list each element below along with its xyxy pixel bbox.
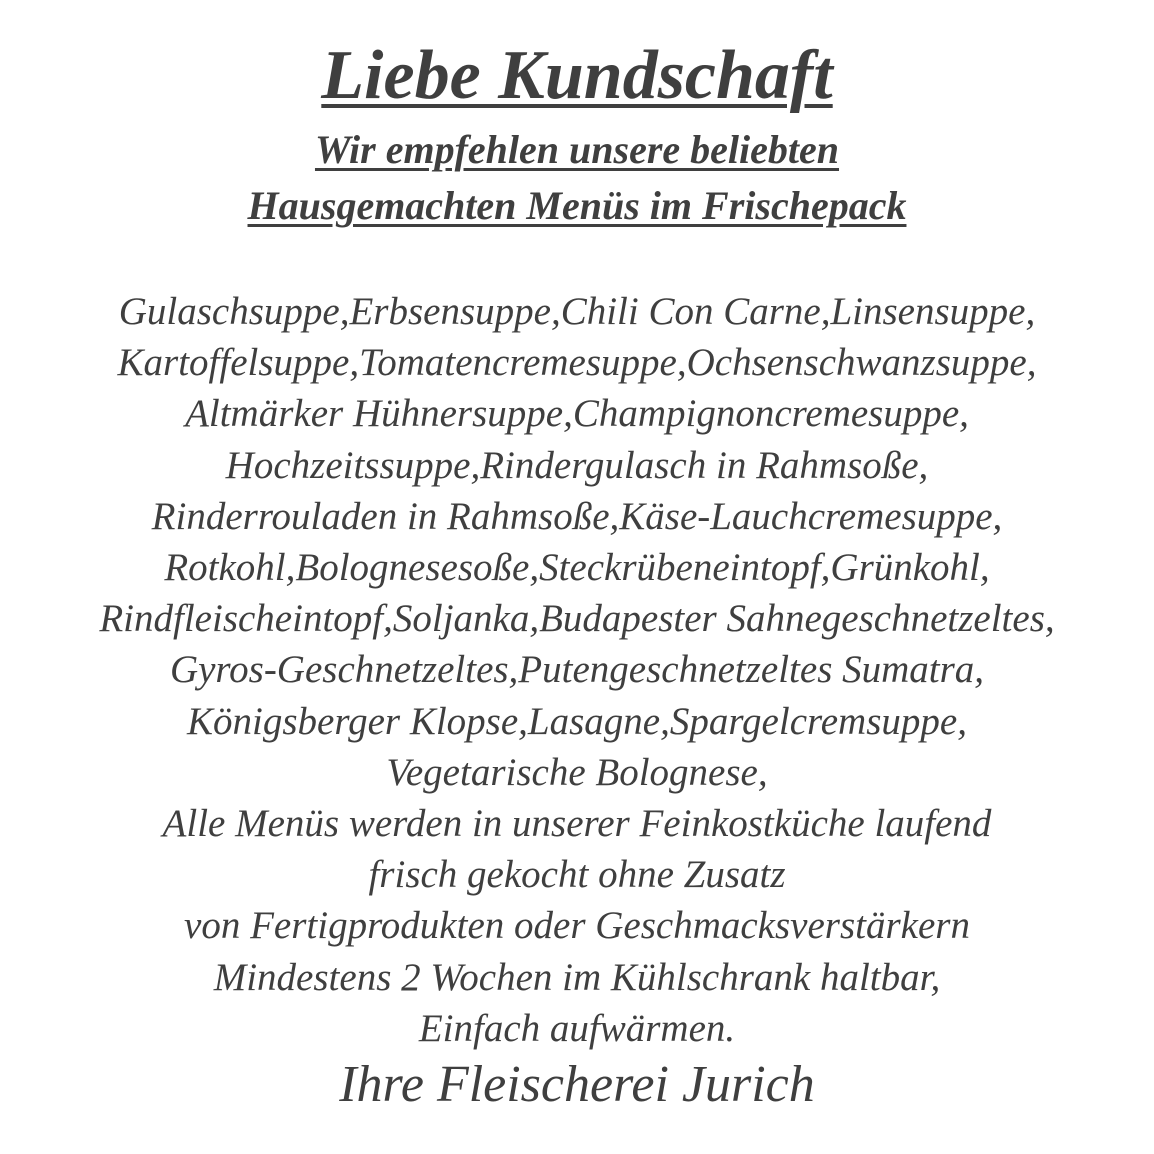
body-line: Kartoffelsuppe,Tomatencremesuppe,Ochsenschwanzsuppe,: [117, 341, 1037, 385]
body-line: frisch gekocht ohne Zusatz: [368, 853, 786, 897]
subtitle-line-1: Wir empfehlen unsere beliebten: [314, 127, 840, 172]
body-line: Mindestens 2 Wochen im Kühlschrank haltbar,: [213, 955, 941, 999]
subtitle-line-2: Hausgemachten Menüs im Frischepack: [247, 183, 907, 228]
body-line: von Fertigprodukten oder Geschmacksverstärkern: [184, 904, 970, 948]
body-line: Königsberger Klopse,Lasagne,Spargelcremsuppe,: [187, 699, 967, 743]
notice-title: Liebe Kundschaft: [321, 37, 833, 114]
body-line: Altmärker Hühnersuppe,Champignoncremesuppe,: [185, 392, 969, 436]
signature: Ihre Fleischerei Jurich: [339, 1056, 815, 1113]
body-line: Vegetarische Bolognese,: [386, 750, 768, 794]
body-line: Gyros-Geschnetzeltes,Putengeschnetzeltes Sumatra,: [169, 648, 985, 692]
menu-list: [0, 286, 1154, 1054]
body-line: Gulaschsuppe,Erbsensuppe,Chili Con Carne,Linsensuppe,: [118, 290, 1036, 333]
body-line: Rotkohl,Bolognesesoße,Steckrübeneintopf,Grünkohl,: [164, 546, 990, 590]
body-line: Rinderrouladen in Rahmsoße,Käse-Lauchcremesuppe,: [151, 494, 1003, 538]
body-line: Alle Menüs werden in unserer Feinkostküche laufend: [162, 802, 992, 846]
body-line: Einfach aufwärmen.: [418, 1006, 736, 1050]
body-line: Hochzeitssuppe,Rindergulasch in Rahmsoße,: [225, 443, 929, 487]
body-line: Rindfleischeintopf,Soljanka,Budapester Sahnegeschnetzeltes,: [99, 597, 1055, 641]
